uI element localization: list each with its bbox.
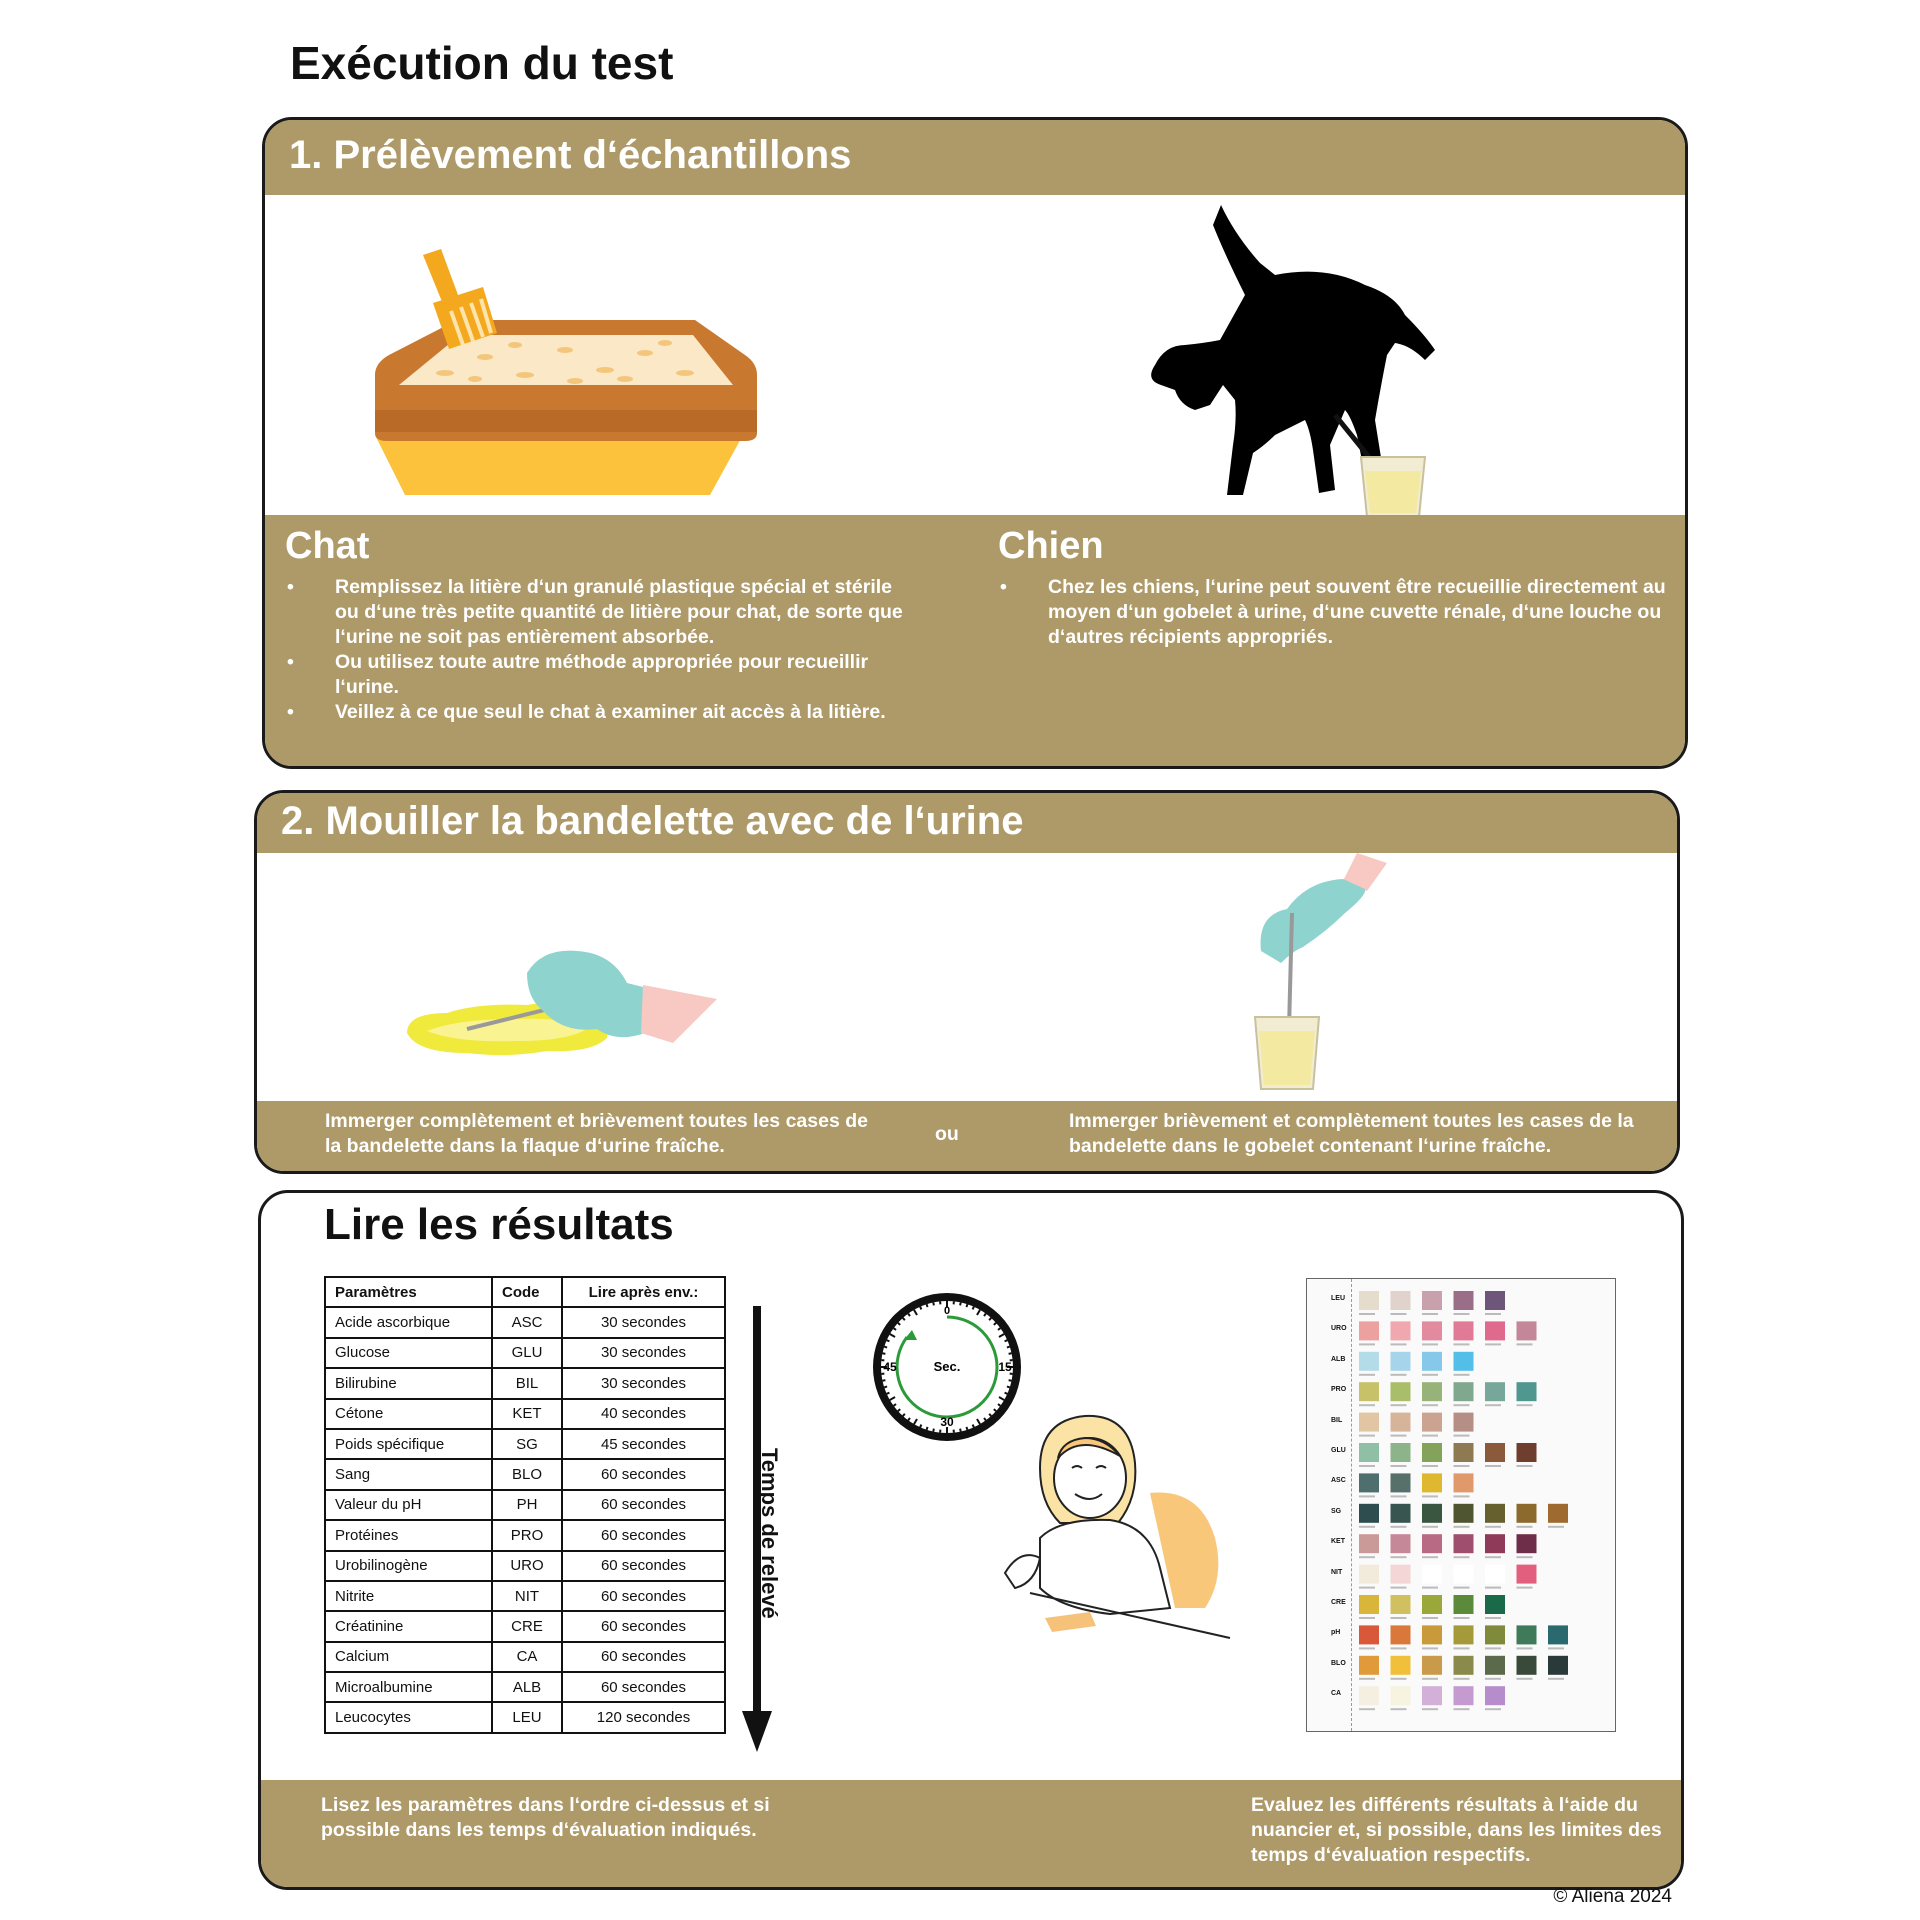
timer-30: 30 bbox=[940, 1415, 954, 1429]
table-row bbox=[325, 1642, 725, 1672]
color-swatch bbox=[1454, 1625, 1474, 1644]
read-time-cell: 60 secondes bbox=[562, 1490, 725, 1520]
param-name-cell: Protéines bbox=[325, 1520, 492, 1550]
dog-bullet: • Chez les chiens, l‘urine peut souvent être recueillie directement au moyen d‘un gobelet à urine, d‘une cuvette rénale, d‘une louche ou d‘autres récipients appropriés. bbox=[998, 575, 1678, 650]
color-swatch bbox=[1517, 1443, 1537, 1462]
color-swatch bbox=[1391, 1321, 1411, 1340]
param-code-cell: CRE bbox=[492, 1611, 562, 1641]
color-swatch bbox=[1359, 1686, 1379, 1705]
color-swatch bbox=[1359, 1595, 1379, 1614]
color-swatch bbox=[1454, 1595, 1474, 1614]
table-row bbox=[325, 1490, 725, 1520]
color-swatch bbox=[1485, 1565, 1505, 1584]
color-swatch bbox=[1517, 1625, 1537, 1644]
color-swatch bbox=[1517, 1321, 1537, 1340]
color-swatch bbox=[1454, 1565, 1474, 1584]
chart-param-label: KET bbox=[1331, 1538, 1345, 1546]
color-swatch bbox=[1485, 1625, 1505, 1644]
color-swatch bbox=[1359, 1291, 1379, 1310]
param-name-cell: Microalbumine bbox=[325, 1672, 492, 1702]
color-swatch bbox=[1359, 1504, 1379, 1523]
color-swatch bbox=[1391, 1352, 1411, 1371]
reading-time-label: Temps de relevé bbox=[757, 1448, 782, 1619]
table-row bbox=[325, 1307, 725, 1337]
table-row bbox=[325, 1399, 725, 1429]
page-title: Exécution du test bbox=[290, 37, 674, 89]
color-swatch bbox=[1422, 1625, 1442, 1644]
read-time-cell: 60 secondes bbox=[562, 1642, 725, 1672]
read-time-cell: 60 secondes bbox=[562, 1581, 725, 1611]
color-swatch bbox=[1359, 1413, 1379, 1432]
param-code-cell: ASC bbox=[492, 1307, 562, 1337]
chart-param-label: ASC bbox=[1331, 1477, 1346, 1485]
color-swatch bbox=[1391, 1443, 1411, 1462]
timer-45: 45 bbox=[883, 1360, 897, 1374]
color-swatch bbox=[1548, 1656, 1568, 1675]
table-row bbox=[325, 1338, 725, 1368]
read-time-cell: 40 secondes bbox=[562, 1399, 725, 1429]
read-time-cell: 60 secondes bbox=[562, 1551, 725, 1581]
color-swatch bbox=[1359, 1443, 1379, 1462]
color-swatch bbox=[1391, 1656, 1411, 1675]
color-swatch bbox=[1391, 1686, 1411, 1705]
color-swatch bbox=[1391, 1534, 1411, 1553]
cat-heading: Chat bbox=[285, 525, 370, 567]
color-swatch bbox=[1517, 1656, 1537, 1675]
color-swatch bbox=[1391, 1413, 1411, 1432]
color-swatch bbox=[1359, 1352, 1379, 1371]
woman-reading-illustration bbox=[1000, 1408, 1245, 1648]
read-time-cell: 60 secondes bbox=[562, 1611, 725, 1641]
color-swatch bbox=[1485, 1656, 1505, 1675]
reading-times-table bbox=[324, 1276, 726, 1734]
color-swatch bbox=[1391, 1473, 1411, 1492]
color-swatch bbox=[1391, 1291, 1411, 1310]
color-swatch bbox=[1485, 1443, 1505, 1462]
color-swatch bbox=[1422, 1321, 1442, 1340]
param-name-cell: Urobilinogène bbox=[325, 1551, 492, 1581]
color-swatch bbox=[1548, 1625, 1568, 1644]
copyright: © Aliena 2024 bbox=[1553, 1886, 1672, 1907]
color-swatch bbox=[1422, 1534, 1442, 1553]
color-swatch bbox=[1454, 1656, 1474, 1675]
col-header: Lire après env.: bbox=[562, 1277, 725, 1307]
param-name-cell: Acide ascorbique bbox=[325, 1307, 492, 1337]
table-row bbox=[325, 1672, 725, 1702]
param-code-cell: BLO bbox=[492, 1459, 562, 1489]
color-swatch bbox=[1422, 1656, 1442, 1675]
table-row bbox=[325, 1702, 725, 1732]
chart-param-label: CRE bbox=[1331, 1599, 1346, 1606]
puddle-instruction: Immerger complètement et brièvement toutes les cases de la bandelette dans la flaque d‘urine fraîche. bbox=[325, 1110, 868, 1157]
color-swatch bbox=[1485, 1686, 1505, 1705]
param-name-cell: Cétone bbox=[325, 1399, 492, 1429]
read-time-cell: 45 secondes bbox=[562, 1429, 725, 1459]
param-name-cell: Nitrite bbox=[325, 1581, 492, 1611]
color-swatch bbox=[1454, 1321, 1474, 1340]
param-name-cell: Valeur du pH bbox=[325, 1490, 492, 1520]
color-swatch bbox=[1359, 1321, 1379, 1340]
cat-bullet: • Veillez à ce que seul le chat à examiner ait accès à la litière. bbox=[285, 700, 905, 725]
param-name-cell: Leucocytes bbox=[325, 1702, 492, 1732]
read-order-note: Lisez les paramètres dans l‘ordre ci-dessus et si possible dans les temps d‘évaluation indiqués. bbox=[321, 1794, 770, 1841]
table-row bbox=[325, 1520, 725, 1550]
read-time-cell: 30 secondes bbox=[562, 1307, 725, 1337]
color-swatch bbox=[1422, 1565, 1442, 1584]
color-swatch bbox=[1548, 1504, 1568, 1523]
table-row bbox=[325, 1459, 725, 1489]
param-code-cell: PRO bbox=[492, 1520, 562, 1550]
color-swatch bbox=[1517, 1534, 1537, 1553]
dog-urine-cup-illustration bbox=[1125, 195, 1455, 515]
table-row bbox=[325, 1551, 725, 1581]
cat-bullet: • Ou utilisez toute autre méthode appropriée pour recueillir l‘urine. bbox=[285, 650, 905, 700]
param-code-cell: LEU bbox=[492, 1702, 562, 1732]
chart-param-label: SG bbox=[1331, 1507, 1342, 1515]
color-chart bbox=[1306, 1278, 1616, 1732]
color-swatch bbox=[1454, 1352, 1474, 1371]
chart-param-label: LEU bbox=[1331, 1295, 1345, 1302]
color-swatch bbox=[1454, 1413, 1474, 1432]
color-swatch bbox=[1422, 1291, 1442, 1310]
color-swatch bbox=[1359, 1656, 1379, 1675]
strip-in-puddle-illustration bbox=[397, 933, 737, 1073]
color-swatch bbox=[1485, 1321, 1505, 1340]
cat-litter-box-illustration bbox=[365, 245, 765, 500]
section1-title: 1. Prélèvement d‘échantillons bbox=[265, 120, 1685, 195]
table-row bbox=[325, 1581, 725, 1611]
timer-center-label: Sec. bbox=[933, 1359, 961, 1374]
color-swatch bbox=[1454, 1504, 1474, 1523]
param-code-cell: ALB bbox=[492, 1672, 562, 1702]
color-swatch bbox=[1391, 1595, 1411, 1614]
color-swatch bbox=[1422, 1443, 1442, 1462]
chart-param-label: BLO bbox=[1331, 1659, 1346, 1667]
read-time-cell: 60 secondes bbox=[562, 1672, 725, 1702]
color-swatch bbox=[1454, 1443, 1474, 1462]
cup-instruction: Immerger brièvement et complètement toutes les cases de la bandelette dans le gobelet contenant l‘urine fraîche. bbox=[1069, 1110, 1634, 1157]
dog-instructions bbox=[998, 575, 1678, 650]
chart-param-label: NIT bbox=[1331, 1568, 1343, 1576]
color-swatch bbox=[1391, 1625, 1411, 1644]
chart-param-label: CA bbox=[1331, 1690, 1342, 1698]
color-swatch bbox=[1454, 1382, 1474, 1401]
strip-in-cup-illustration bbox=[1247, 851, 1407, 1091]
param-code-cell: KET bbox=[492, 1399, 562, 1429]
col-header: Code bbox=[492, 1277, 562, 1307]
param-name-cell: Bilirubine bbox=[325, 1368, 492, 1398]
param-code-cell: NIT bbox=[492, 1581, 562, 1611]
color-swatches bbox=[1351, 1279, 1615, 1731]
color-swatch bbox=[1422, 1686, 1442, 1705]
param-name-cell: Sang bbox=[325, 1459, 492, 1489]
param-code-cell: PH bbox=[492, 1490, 562, 1520]
param-name-cell: Glucose bbox=[325, 1338, 492, 1368]
chart-param-label: PRO bbox=[1331, 1386, 1347, 1394]
or-label: ou bbox=[935, 1123, 959, 1145]
section3-title: Lire les résultats bbox=[324, 1200, 674, 1249]
read-time-cell: 30 secondes bbox=[562, 1368, 725, 1398]
chart-param-label: pH bbox=[1331, 1629, 1341, 1637]
color-swatch bbox=[1454, 1534, 1474, 1553]
cat-bullet: • Remplissez la litière d‘un granulé plastique spécial et stérile ou d‘une très petite quantité de litière pour chat, de sorte que l‘urine ne soit pas entièrement absorbée. bbox=[285, 575, 905, 650]
chart-param-label: URO bbox=[1331, 1325, 1347, 1333]
color-swatch bbox=[1391, 1504, 1411, 1523]
section-sample-collection bbox=[262, 117, 1688, 769]
table-header-row bbox=[325, 1277, 725, 1307]
param-code-cell: SG bbox=[492, 1429, 562, 1459]
color-swatch bbox=[1517, 1504, 1537, 1523]
color-swatch bbox=[1359, 1565, 1379, 1584]
color-swatch bbox=[1485, 1291, 1505, 1310]
param-code-cell: CA bbox=[492, 1642, 562, 1672]
color-swatch bbox=[1454, 1291, 1474, 1310]
color-swatch bbox=[1454, 1686, 1474, 1705]
read-time-cell: 60 secondes bbox=[562, 1459, 725, 1489]
param-name-cell: Créatinine bbox=[325, 1611, 492, 1641]
color-swatch bbox=[1485, 1534, 1505, 1553]
color-swatch bbox=[1517, 1565, 1537, 1584]
dog-heading: Chien bbox=[998, 525, 1104, 567]
param-code-cell: GLU bbox=[492, 1338, 562, 1368]
color-swatch bbox=[1391, 1565, 1411, 1584]
color-swatch bbox=[1422, 1413, 1442, 1432]
color-swatch bbox=[1359, 1625, 1379, 1644]
color-swatch bbox=[1454, 1473, 1474, 1492]
color-swatch bbox=[1517, 1382, 1537, 1401]
color-swatch bbox=[1422, 1382, 1442, 1401]
color-swatch bbox=[1422, 1504, 1442, 1523]
color-chart-note: Evaluez les différents résultats à l‘aide du nuancier et, si possible, dans les limites des temps d‘évaluation respectifs. bbox=[1251, 1794, 1662, 1866]
param-code-cell: URO bbox=[492, 1551, 562, 1581]
color-swatch bbox=[1485, 1595, 1505, 1614]
chart-param-label: ALB bbox=[1331, 1355, 1346, 1363]
table-row bbox=[325, 1429, 725, 1459]
color-swatch bbox=[1485, 1504, 1505, 1523]
chart-param-label: GLU bbox=[1331, 1447, 1346, 1454]
color-swatch bbox=[1422, 1352, 1442, 1371]
section2-title: 2. Mouiller la bandelette avec de l‘urine bbox=[257, 793, 1677, 853]
timer-15: 15 bbox=[998, 1360, 1012, 1374]
read-time-cell: 120 secondes bbox=[562, 1702, 725, 1732]
col-header: Paramètres bbox=[325, 1277, 492, 1307]
cat-instructions bbox=[285, 575, 905, 725]
chart-param-label: BIL bbox=[1331, 1416, 1343, 1424]
table-row bbox=[325, 1368, 725, 1398]
color-swatch bbox=[1485, 1382, 1505, 1401]
color-swatch bbox=[1359, 1382, 1379, 1401]
param-name-cell: Poids spécifique bbox=[325, 1429, 492, 1459]
color-swatch bbox=[1391, 1382, 1411, 1401]
timer-0: 0 bbox=[943, 1305, 951, 1317]
read-time-cell: 60 secondes bbox=[562, 1520, 725, 1550]
color-swatch bbox=[1422, 1473, 1442, 1492]
color-swatch bbox=[1422, 1595, 1442, 1614]
param-name-cell: Calcium bbox=[325, 1642, 492, 1672]
table-row bbox=[325, 1611, 725, 1641]
read-time-cell: 30 secondes bbox=[562, 1338, 725, 1368]
param-code-cell: BIL bbox=[492, 1368, 562, 1398]
section-wet-strip bbox=[254, 790, 1680, 1174]
color-swatch bbox=[1359, 1534, 1379, 1553]
color-swatch bbox=[1359, 1473, 1379, 1492]
